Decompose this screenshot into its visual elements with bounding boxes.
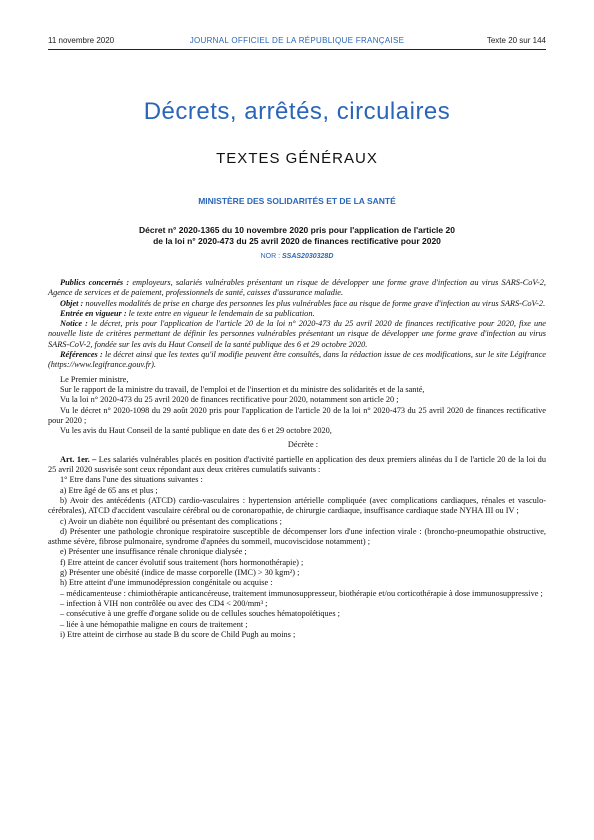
summary-entree: Entrée en vigueur : le texte entre en vigueur le lendemain de sa publication. bbox=[60, 308, 315, 318]
criterion: d) Présenter une pathologie chronique respiratoire susceptible de décompenser lors d'une infection virale : (broncho-pneumopathie obstructive, asthme sévère, fibrose pulmonaire, syndrome d'apnées du sommeil, mucoviscidose notamment) ; bbox=[48, 526, 546, 547]
criterion: i) Etre atteint de cirrhose au stade B du score de Child Pugh au moins ; bbox=[60, 629, 296, 639]
preamble-line: Vu le décret n° 2020-1098 du 29 août 2020 pris pour l'application de l'article 20 de la loi n° 2020-473 du 25 avril 2020 de finances rectificative pour 2020 ; bbox=[48, 405, 546, 425]
summary-references: Références : le décret ainsi que les textes qu'il modifie peuvent être consultés, dans la rédaction issue de ces modifications, sur le site Légifrance (https://www.legifrance.gouv.fr). bbox=[48, 350, 546, 370]
decree-title-line-1: Décret n° 2020-1365 du 10 novembre 2020 pris pour l'application de l'article 20 bbox=[139, 225, 455, 235]
criterion: – liée à une hémopathie maligne en cours de traitement ; bbox=[60, 619, 248, 629]
article-1-label: Art. 1er. – bbox=[60, 454, 97, 464]
criterion: e) Présenter une insuffisance rénale chronique dialysée ; bbox=[60, 547, 247, 557]
nor-label: NOR : bbox=[260, 253, 282, 260]
decree-title-line-2: de la loi n° 2020-473 du 25 avril 2020 de finances rectificative pour 2020 bbox=[153, 236, 441, 246]
criterion: b) Avoir des antécédents (ATCD) cardio-vasculaires : hypertension artérielle compliquée (avec complications cardiaques, rénales et vasculo-cérébrales), ATCD d'accident vasculaire cérébral ou de coronaropathie, de chirurgie cardiaque, insuffisance cardiaque stade NYHA III ou IV ; bbox=[48, 495, 546, 516]
preamble-line: Vu la loi n° 2020-473 du 25 avril 2020 de finances rectificative pour 2020, notamment son article 20 ; bbox=[60, 395, 399, 405]
nor-code: SSAS2030328D bbox=[282, 253, 334, 260]
publication-date: 11 novembre 2020 bbox=[48, 36, 115, 45]
criterion: – consécutive à une greffe d'organe solide ou de cellules souches hématopoïétiques ; bbox=[60, 609, 340, 619]
criterion: – médicamenteuse : chimiothérapie anticancéreuse, traitement immunosuppresseur, biothérapie et/ou corticothérapie à dose immunosuppressive ; bbox=[60, 588, 543, 598]
criterion: f) Etre atteint de cancer évolutif sous traitement (hors hormonothérapie) ; bbox=[60, 557, 304, 567]
article-1: Art. 1er. – Les salariés vulnérables placés en position d'activité partielle en application des deux premiers alinéas du I de l'article 20 de la loi du 25 avril 2020 susvisée sont ceux répondant aux deux critères cumulatifs suivants : bbox=[48, 454, 546, 475]
section-title: TEXTES GÉNÉRAUX bbox=[216, 150, 378, 167]
decrete-heading: Décrète : bbox=[287, 440, 319, 450]
criterion: g) Présenter une obésité (indice de masse corporelle (IMC) > 30 kgm²) ; bbox=[60, 568, 300, 578]
criterion: h) Etre atteint d'une immunodépression congénitale ou acquise : bbox=[60, 578, 273, 588]
criterion: – infection à VIH non contrôlée ou avec des CD4 < 200/mm³ ; bbox=[60, 598, 268, 608]
preamble-line: Le Premier ministre, bbox=[60, 374, 129, 384]
criterion: 1° Etre dans l'une des situations suivantes : bbox=[60, 475, 203, 485]
decree-title bbox=[70, 225, 524, 247]
criterion: c) Avoir un diabète non équilibré ou présentant des complications ; bbox=[60, 516, 282, 526]
summary-publics: Publics concernés : employeurs, salariés vulnérables présentant un risque de développer une forme grave d'infection au virus SARS-CoV-2, Agence de services et de paiement, professionnels de santé, caisses d'assurance maladie. bbox=[48, 278, 546, 298]
nor-reference bbox=[0, 253, 594, 260]
journal-name: JOURNAL OFFICIEL DE LA RÉPUBLIQUE FRANÇAISE bbox=[189, 36, 405, 45]
main-title: Décrets, arrêtés, circulaires bbox=[143, 98, 451, 125]
text-number: Texte 20 sur 144 bbox=[486, 36, 546, 45]
document-body bbox=[48, 278, 546, 640]
header-rule bbox=[48, 49, 546, 50]
criterion: a) Etre âgé de 65 ans et plus ; bbox=[60, 485, 158, 495]
summary-notice: Notice : le décret, pris pour l'application de l'article 20 de la loi n° 2020-473 du 25 avril 2020 de finances rectificative pour 2020, fixe une nouvelle liste de critères permettant de définir les personnes vulnérables présentant un risque de développer une forme grave d'infection au virus SARS-CoV-2, fondée sur les avis du Haut Conseil de la santé publique des 6 et 29 octobre 2020. bbox=[48, 319, 546, 349]
preamble-line: Vu les avis du Haut Conseil de la santé publique en date des 6 et 29 octobre 2020, bbox=[60, 426, 332, 436]
summary-objet: Objet : nouvelles modalités de prise en charge des personnes les plus vulnérables face au risque de forme grave d'infection au virus SARS-CoV-2. bbox=[60, 298, 546, 308]
preamble-line: Sur le rapport de la ministre du travail, de l'emploi et de l'insertion et du ministre des solidarités et de la santé, bbox=[60, 384, 425, 394]
ministry-title: MINISTÈRE DES SOLIDARITÉS ET DE LA SANTÉ bbox=[198, 196, 396, 206]
